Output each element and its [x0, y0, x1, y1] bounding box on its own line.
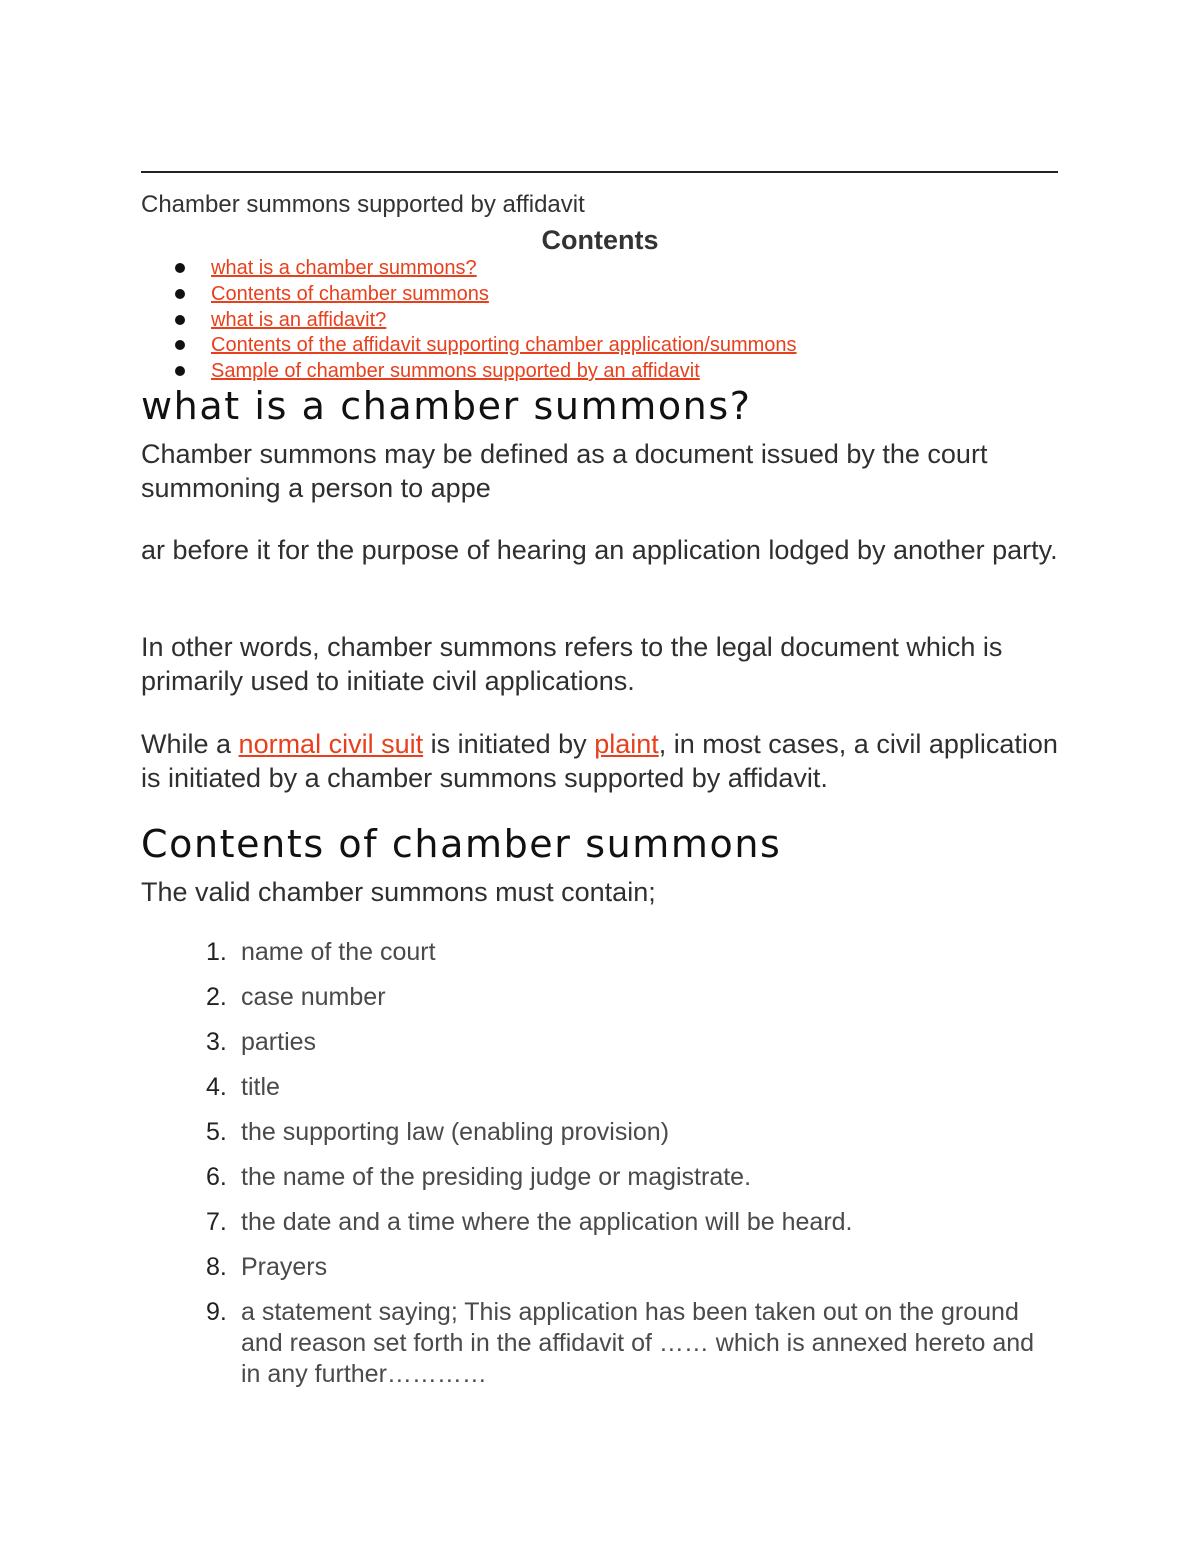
link-normal-civil-suit[interactable]: normal civil suit	[238, 729, 424, 759]
toc-link-contents-of-chamber-summons[interactable]: Contents of chamber summons	[211, 282, 489, 305]
list-text: a statement saying; This application has been taken out on the ground and reason set forth in the affidavit of …… which is annexed hereto and in any further…………	[241, 1298, 1035, 1388]
list-text: case number	[241, 983, 386, 1011]
list-item	[141, 1072, 1051, 1103]
link-plaint[interactable]: plaint	[594, 729, 659, 759]
bullet-icon	[175, 366, 185, 376]
paragraph-intro: The valid chamber summons must contain;	[141, 877, 656, 907]
bullet-icon	[175, 315, 185, 325]
toc-item	[141, 282, 797, 308]
table-of-contents	[141, 256, 797, 385]
bullet-icon	[175, 263, 185, 273]
list-number: 9.	[206, 1298, 227, 1326]
list-number: 2.	[206, 983, 227, 1011]
text-segment: , in most cases, a civil application is initiated by a chamber summons supported by affidavit.	[141, 729, 1058, 793]
toc-link-contents-of-affidavit[interactable]: Contents of the affidavit supporting chamber application/summons	[211, 334, 797, 357]
list-text: name of the court	[241, 938, 436, 966]
list-text: Prayers	[241, 1253, 328, 1281]
list-item	[141, 1162, 1051, 1193]
list-text: the supporting law (enabling provision)	[241, 1118, 670, 1146]
paragraph-civil-suit	[141, 727, 1061, 795]
bullet-icon	[175, 289, 185, 299]
paragraph-other-words: In other words, chamber summons refers to the legal document which is primarily used to initiate civil applications.	[141, 632, 1003, 696]
list-text: the name of the presiding judge or magistrate.	[241, 1163, 752, 1191]
list-number: 8.	[206, 1253, 227, 1281]
list-number: 5.	[206, 1118, 227, 1146]
list-text: the date and a time where the application will be heard.	[241, 1208, 853, 1236]
list-number: 3.	[206, 1028, 227, 1056]
text-segment: is initiated by	[423, 729, 595, 759]
document-title: Chamber summons supported by affidavit	[141, 191, 585, 218]
toc-link-what-is-affidavit[interactable]: what is an affidavit?	[211, 308, 387, 331]
toc-link-sample[interactable]: Sample of chamber summons supported by an affidavit	[211, 360, 700, 383]
paragraph-definition: Chamber summons may be defined as a document issued by the court summoning a person to appe	[141, 439, 988, 503]
toc-item	[141, 256, 797, 282]
list-item	[141, 1297, 1051, 1390]
text-segment: While a	[141, 729, 239, 759]
bullet-icon	[175, 340, 185, 350]
list-item	[141, 937, 1051, 968]
list-text: title	[241, 1073, 280, 1101]
list-number: 6.	[206, 1163, 227, 1191]
list-number: 7.	[206, 1208, 227, 1236]
list-item	[141, 1207, 1051, 1238]
section-heading-what-is-chamber-summons: what is a chamber summons?	[141, 384, 752, 428]
requirements-list	[141, 937, 1051, 1404]
list-number: 1.	[206, 938, 227, 966]
contents-heading: Contents	[541, 225, 659, 255]
toc-item	[141, 308, 797, 334]
toc-link-what-is-chamber-summons[interactable]: what is a chamber summons?	[211, 257, 477, 279]
list-item	[141, 982, 1051, 1013]
list-item	[141, 1027, 1051, 1058]
section-heading-contents-of-chamber-summons: Contents of chamber summons	[141, 822, 782, 866]
paragraph-definition-continued: ar before it for the purpose of hearing an application lodged by another party.	[141, 535, 1058, 565]
list-number: 4.	[206, 1073, 227, 1101]
list-text: parties	[241, 1028, 317, 1056]
list-item	[141, 1117, 1051, 1148]
toc-item	[141, 359, 797, 385]
toc-item	[141, 333, 797, 359]
header-rule	[141, 171, 1058, 173]
list-item	[141, 1252, 1051, 1283]
